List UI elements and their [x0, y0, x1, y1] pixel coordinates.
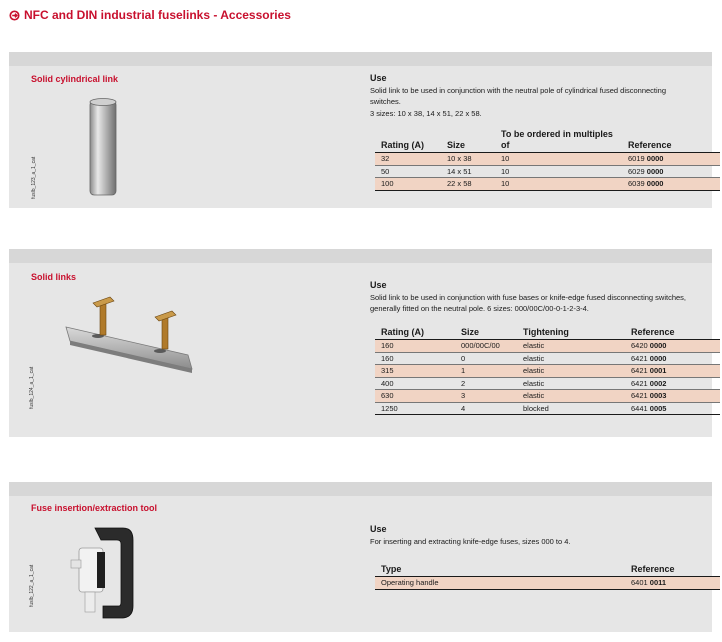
- use-heading: Use: [370, 280, 387, 290]
- use-description: Solid link to be used in conjunction with fuse bases or knife-edge fused disconnecting switches, generally fitted on the neutral pole. 6 sizes: 000/00C/00-0-1-2-3-4.: [370, 293, 687, 313]
- reference-prefix: 6420: [631, 341, 648, 351]
- column-header: Rating (A): [375, 327, 455, 340]
- table-cell: 3: [455, 390, 517, 403]
- use-sizes: 3 sizes: 10 x 38, 14 x 51, 22 x 58.: [370, 109, 482, 118]
- page-title-text: NFC and DIN industrial fuselinks - Accessories: [24, 8, 291, 22]
- reference-suffix: 0000: [649, 353, 667, 363]
- solid-link-bar-image: [60, 285, 220, 395]
- table-cell: 1: [455, 365, 517, 378]
- section-title: Solid cylindrical link: [31, 74, 119, 84]
- table-row: [375, 178, 720, 191]
- table-cell: 630: [375, 390, 455, 403]
- use-heading: Use: [370, 73, 387, 83]
- reference-cell: [625, 390, 720, 403]
- reference-cell: [622, 165, 720, 178]
- table-cell: elastic: [517, 390, 625, 403]
- table-cell: 4: [455, 402, 517, 415]
- table-cell: 50: [375, 165, 441, 178]
- column-header: Reference: [625, 327, 720, 340]
- reference-cell: [625, 352, 720, 365]
- reference-suffix: 0000: [649, 341, 667, 351]
- reference-cell: [625, 377, 720, 390]
- table-row: [375, 577, 720, 590]
- table-cell: elastic: [517, 352, 625, 365]
- reference-suffix: 0001: [649, 366, 667, 376]
- section-title: Fuse insertion/extraction tool: [31, 503, 158, 513]
- section-header-bar: [9, 52, 712, 66]
- table-cell: Operating handle: [375, 577, 625, 590]
- reference-suffix: 0000: [646, 179, 664, 189]
- use-description: Solid link to be used in conjunction with the neutral pole of cylindrical fused disconnecting switches.: [370, 86, 667, 106]
- image-code: fuslb_124_a_1_cat: [29, 366, 35, 409]
- reference-prefix: 6441: [631, 403, 648, 413]
- reference-cell: [625, 365, 720, 378]
- reference-suffix: 0000: [646, 166, 664, 176]
- reference-suffix: 0002: [649, 378, 667, 388]
- table-cell: 14 x 51: [441, 165, 495, 178]
- table-row: [375, 340, 720, 353]
- section-solid-links: [9, 249, 712, 437]
- operating-handle-image: [67, 522, 147, 627]
- table-row: [375, 165, 720, 178]
- reference-prefix: 6421: [631, 391, 648, 401]
- table-row: [375, 352, 720, 365]
- reference-prefix: 6019: [628, 154, 645, 164]
- spec-table: [375, 564, 720, 590]
- reference-prefix: 6029: [628, 166, 645, 176]
- table-row: [375, 377, 720, 390]
- table-cell: 2: [455, 377, 517, 390]
- reference-prefix: 6039: [628, 179, 645, 189]
- spec-table: [375, 129, 720, 191]
- table-cell: 10: [495, 178, 622, 191]
- column-header: To be ordered in multiples of: [495, 129, 622, 153]
- reference-prefix: 6421: [631, 353, 648, 363]
- table-cell: 100: [375, 178, 441, 191]
- use-description: For inserting and extracting knife-edge fuses, sizes 000 to 4.: [370, 537, 571, 546]
- column-header: Rating (A): [375, 129, 441, 153]
- reference-cell: [622, 178, 720, 191]
- reference-cell: [625, 577, 720, 590]
- reference-prefix: 6421: [631, 378, 648, 388]
- table-cell: 400: [375, 377, 455, 390]
- table-cell: elastic: [517, 340, 625, 353]
- reference-cell: [625, 402, 720, 415]
- table-cell: blocked: [517, 402, 625, 415]
- reference-suffix: 0000: [646, 154, 664, 164]
- table-cell: 32: [375, 153, 441, 166]
- reference-suffix: 0003: [649, 391, 667, 401]
- table-cell: elastic: [517, 365, 625, 378]
- reference-cell: [625, 340, 720, 353]
- table-row: [375, 365, 720, 378]
- table-row: [375, 402, 720, 415]
- table-cell: 10: [495, 153, 622, 166]
- arrow-circle-icon: [9, 10, 20, 21]
- column-header: Size: [455, 327, 517, 340]
- table-cell: 160: [375, 340, 455, 353]
- image-code: fuslb_122_a_1_cat: [29, 564, 35, 607]
- table-cell: 160: [375, 352, 455, 365]
- reference-suffix: 0005: [649, 403, 667, 413]
- reference-prefix: 6401: [631, 578, 648, 588]
- table-cell: 000/00C/00: [455, 340, 517, 353]
- spec-table: [375, 327, 720, 415]
- reference-suffix: 0011: [649, 578, 667, 588]
- page-title: [9, 8, 291, 22]
- reference-cell: [622, 153, 720, 166]
- section-header-bar: [9, 249, 712, 263]
- section-header-bar: [9, 482, 712, 496]
- column-header: Reference: [625, 564, 720, 577]
- column-header: Size: [441, 129, 495, 153]
- table-cell: 10: [495, 165, 622, 178]
- reference-prefix: 6421: [631, 366, 648, 376]
- table-cell: 22 x 58: [441, 178, 495, 191]
- use-heading: Use: [370, 524, 387, 534]
- section-fuse-tool: [9, 482, 712, 632]
- table-row: [375, 153, 720, 166]
- table-cell: 0: [455, 352, 517, 365]
- table-cell: 315: [375, 365, 455, 378]
- table-cell: 1250: [375, 402, 455, 415]
- image-code: fuslb_123_a_1_cat: [31, 156, 37, 199]
- table-row: [375, 390, 720, 403]
- table-cell: 10 x 38: [441, 153, 495, 166]
- column-header: Type: [375, 564, 625, 577]
- table-cell: elastic: [517, 377, 625, 390]
- column-header: Reference: [622, 129, 720, 153]
- cylindrical-link-image: [87, 96, 121, 246]
- section-title: Solid links: [31, 272, 77, 282]
- section-solid-cylindrical-link: [9, 52, 712, 208]
- column-header: Tightening: [517, 327, 625, 340]
